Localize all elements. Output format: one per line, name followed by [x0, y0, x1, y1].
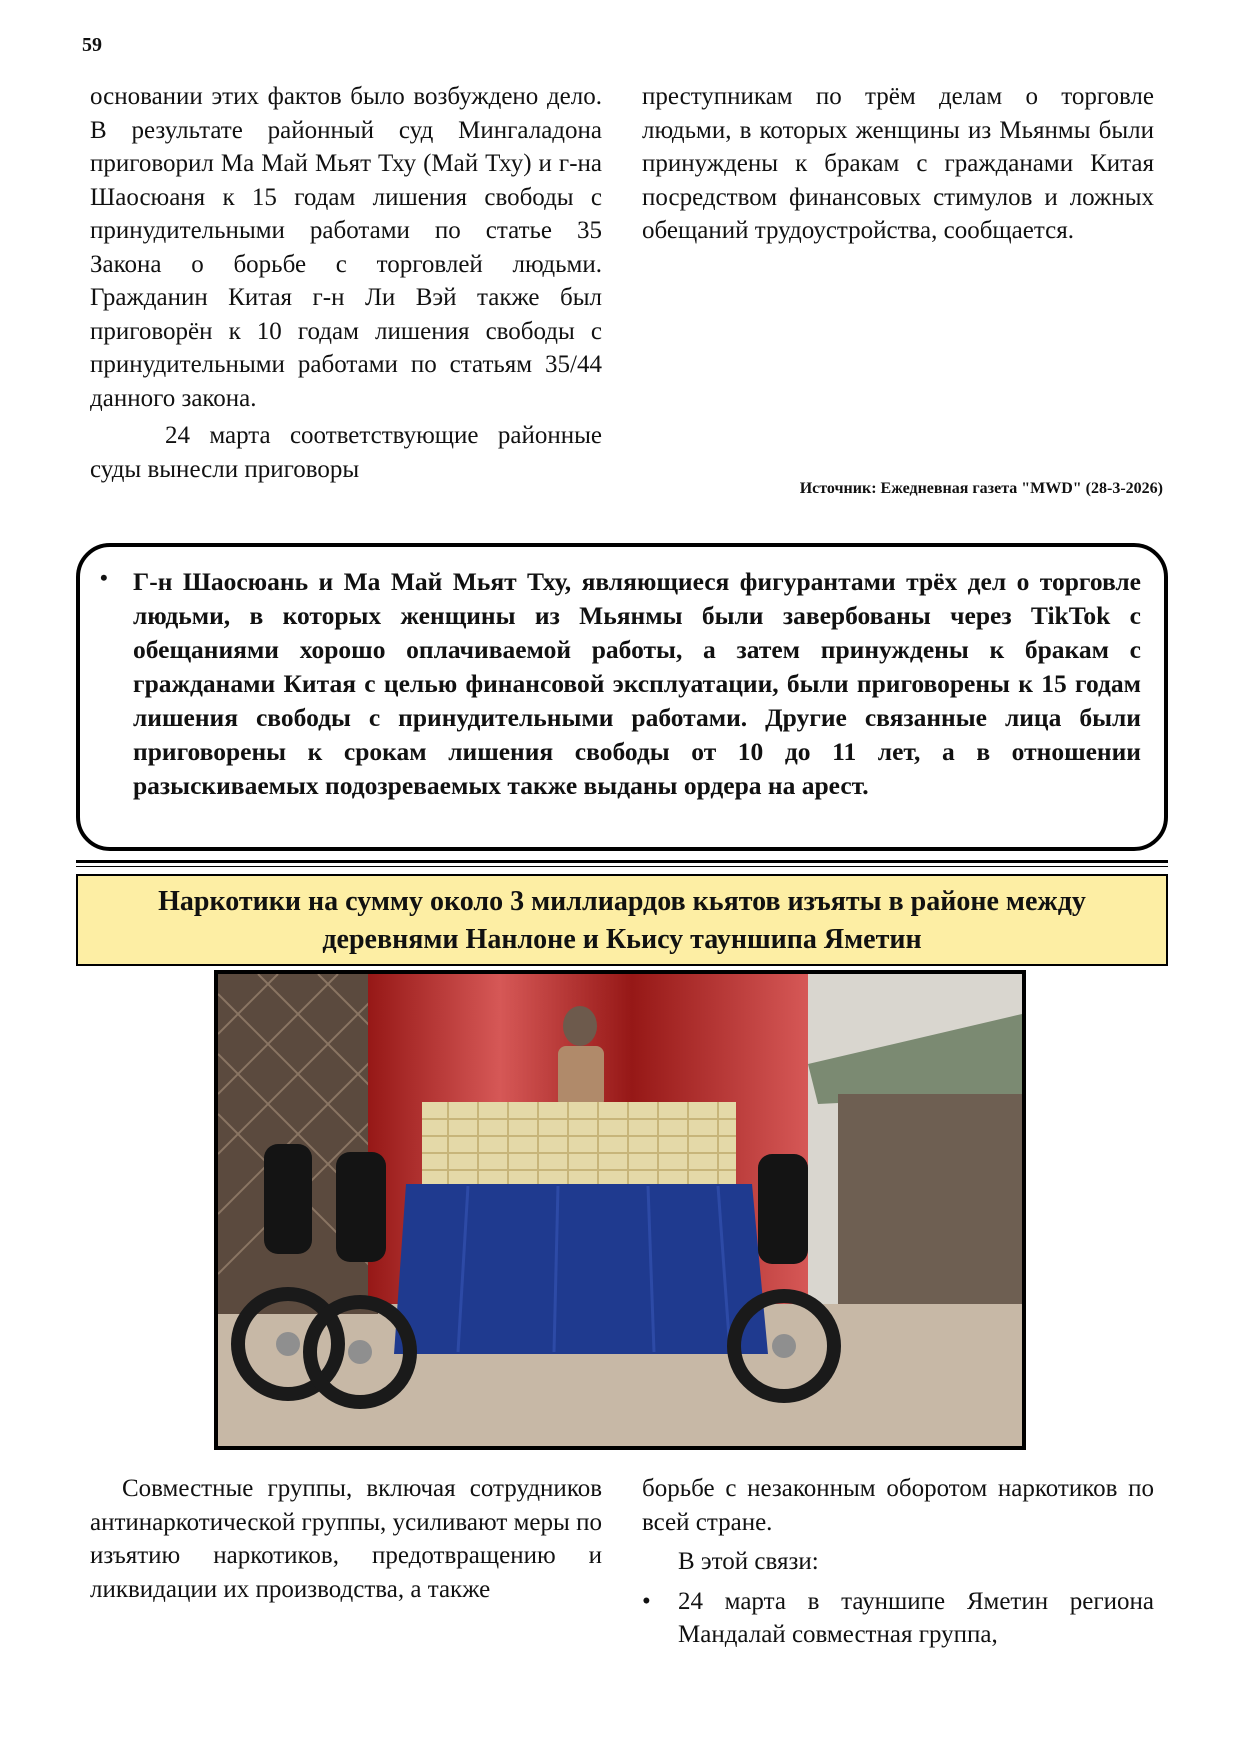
bullet-icon: • [100, 565, 108, 590]
article-column-left-bottom [90, 1472, 602, 1606]
source-credit: Источник: Ежедневная газета "MWD" (28-3-2026) [799, 480, 1163, 497]
list-item-text: 24 марта в тауншипе Яметин региона Мандалай совместная группа, [678, 1587, 1154, 1648]
article-column-left-top [90, 80, 602, 486]
summary-box [76, 543, 1168, 851]
article-paragraph: основании этих фактов было возбуждено дело. В результате районный суд Мингаладона приговорил Ма Май Мьят Тху (Май Тху) и г-на Шаосюаня к 15 годам лишения свободы с принудительными работами по статье 35 Закона о борьбе с торговлей людьми. Гражданин Китая г-н Ли Вэй также был приговорён к 10 годам лишения свободы с принудительными работами по статьям 35/44 данного закона. [90, 83, 602, 412]
section-divider [76, 860, 1168, 863]
page-number: 59 [82, 34, 102, 56]
article-column-right-bottom [642, 1472, 1154, 1652]
section-divider-thin [76, 866, 1168, 867]
article-paragraph: преступникам по трём делам о торговле людьми, в которых женщины из Мьянмы были принуждены к бракам с гражданами Китая посредством финансовых стимулов и ложных обещаний трудоустройства, сообщается. [642, 83, 1154, 244]
summary-text: Г-н Шаосюань и Ма Май Мьят Тху, являющиеся фигурантами трёх дел о торговле людьми, в которых женщины из Мьянмы были завербованы через TikTok с обещаниями хорошо оплачиваемой работы, а затем принуждены к бракам с гражданами Китая с целью финансовой эксплуатации, были приговорены к 15 годам лишения свободы с принудительными работами. Другие связанные лица были приговорены к срокам лишения свободы от 10 до 11 лет, а в отношении разыскиваемых подозреваемых также выданы ордера на арест. [133, 567, 1141, 800]
headline-line: деревнями Нанлоне и Кьису тауншипа Яметин [322, 924, 922, 955]
list-item [642, 1585, 1154, 1652]
article-paragraph: В этой связи: [678, 1548, 819, 1575]
news-photo [214, 970, 1026, 1450]
bullet-icon: • [642, 1587, 651, 1615]
headline-line: Наркотики на сумму около 3 миллиардов кьятов изъяты в районе между [158, 886, 1086, 917]
article-headline [76, 874, 1168, 966]
article-paragraph: 24 марта соответствующие районные суды вынесли приговоры [90, 422, 602, 483]
article-paragraph: Совместные группы, включая сотрудников антинаркотической группы, усиливают меры по изъятию наркотиков, предотвращению и ликвидации их производства, а также [90, 1475, 602, 1603]
article-paragraph: борьбе с незаконным оборотом наркотиков по всей стране. [642, 1475, 1154, 1536]
article-column-right-top [642, 80, 1154, 248]
seized-drugs-photo [218, 974, 1022, 1446]
